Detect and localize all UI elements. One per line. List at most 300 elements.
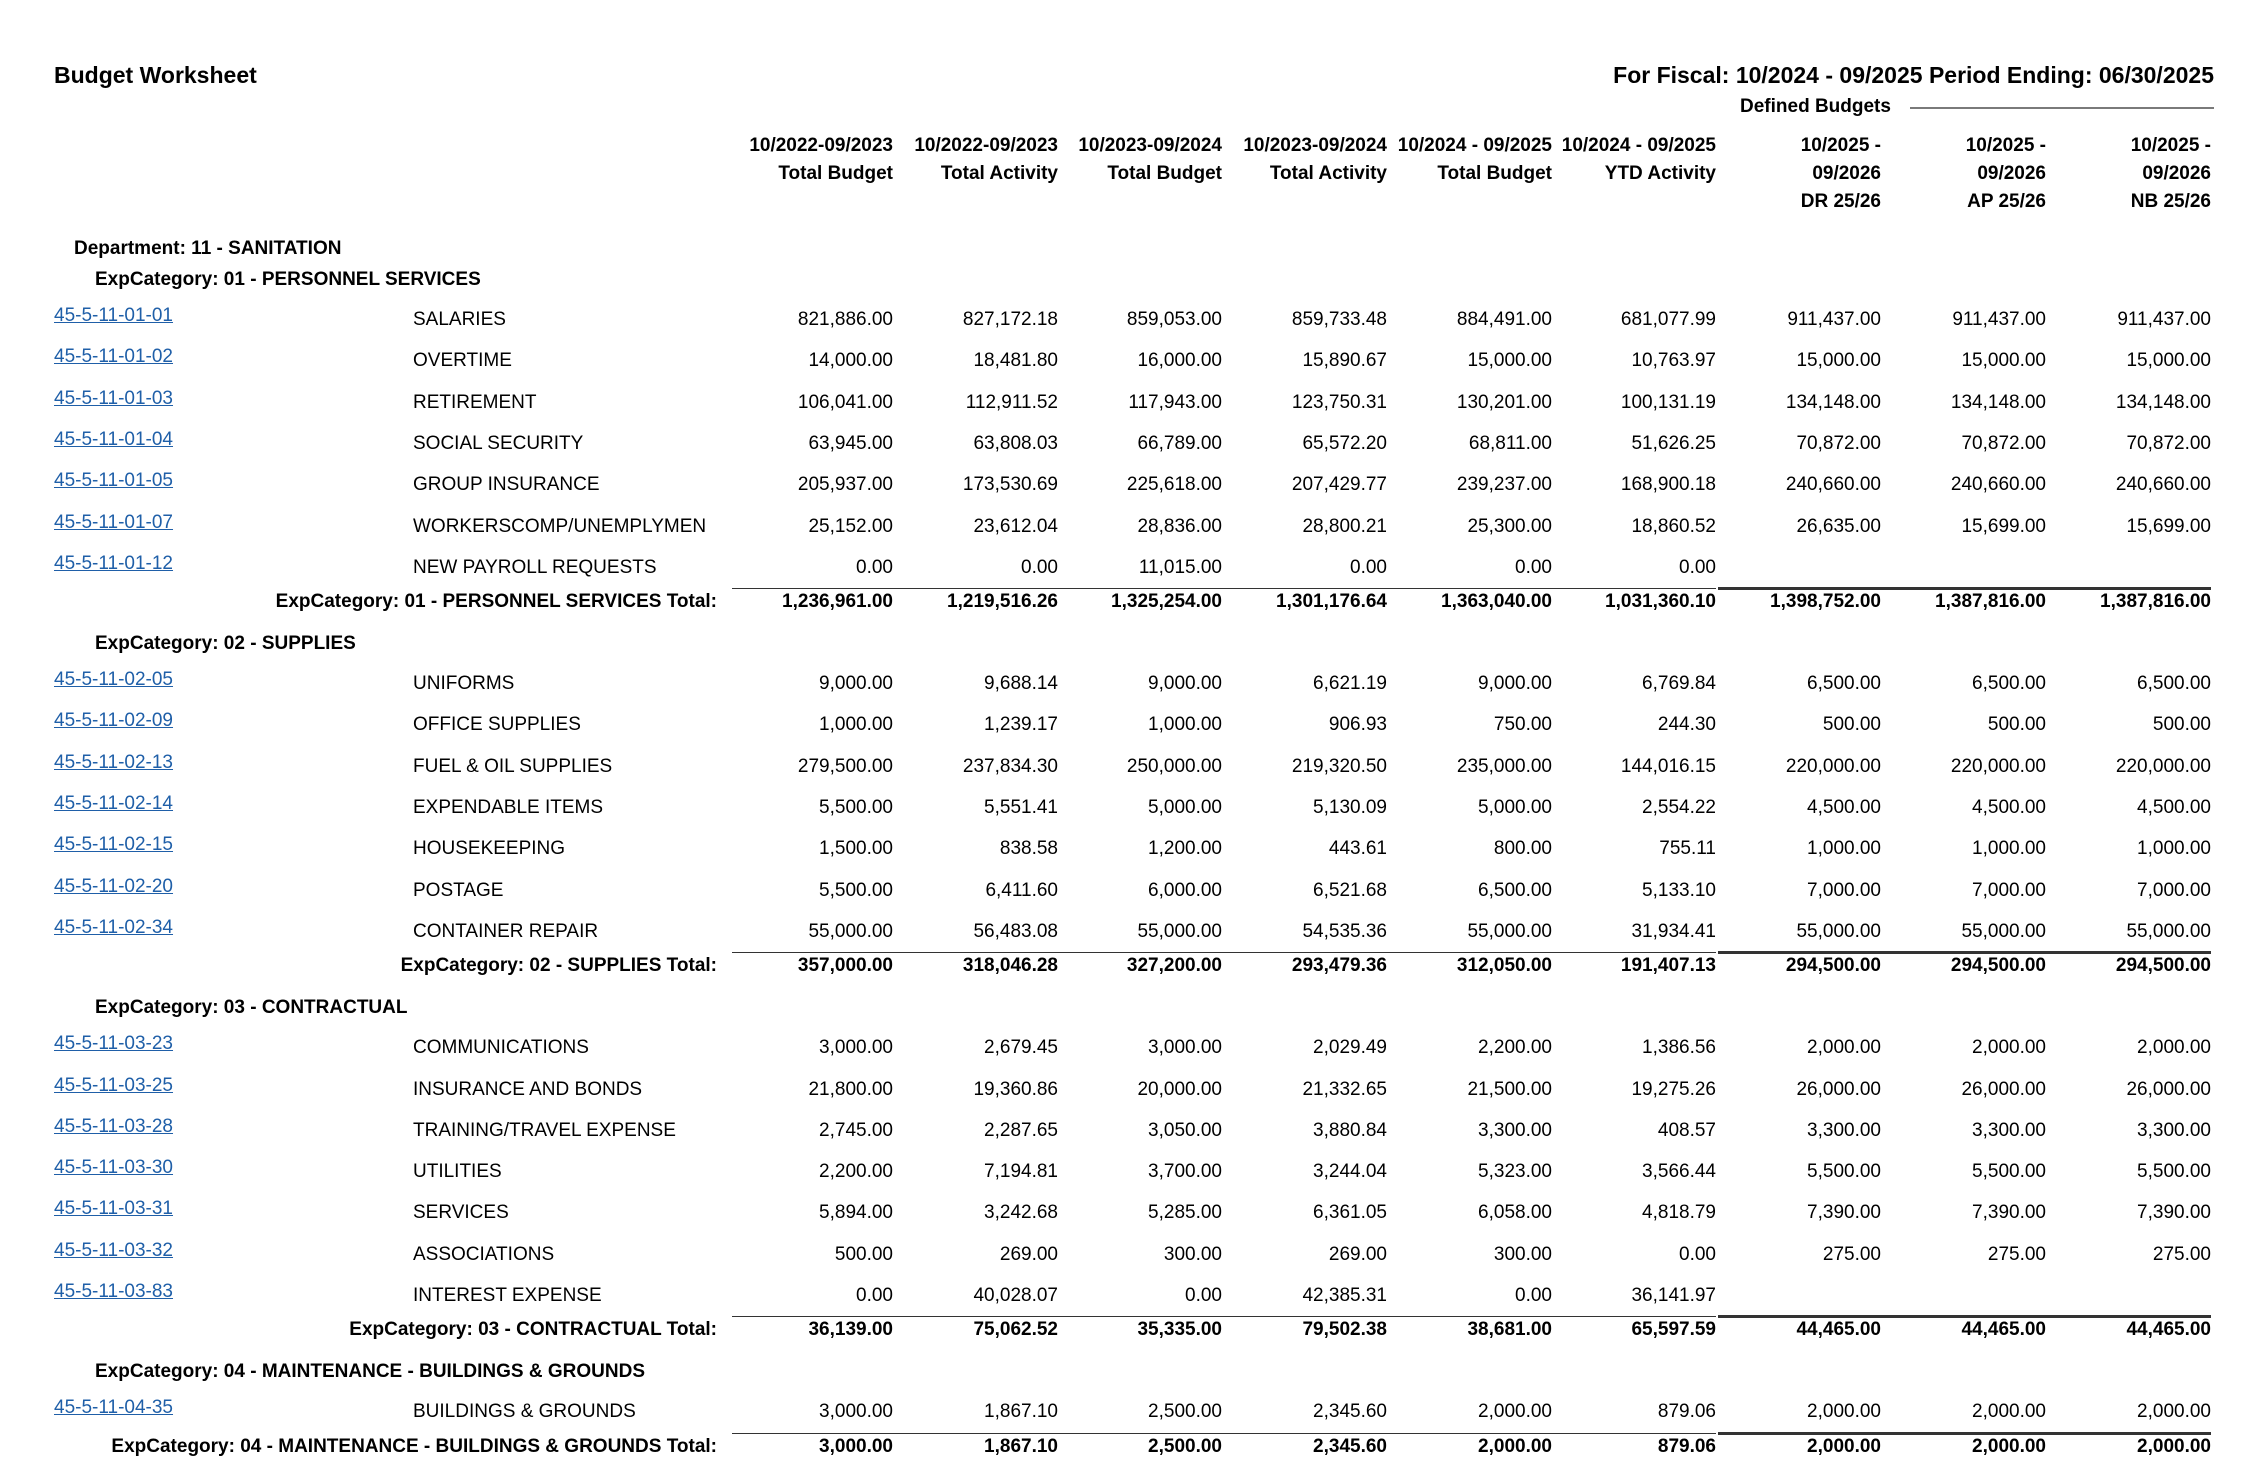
amount-cell: 2,000.00 [1972,1401,2046,1423]
amount-cell: 6,500.00 [1478,879,1552,901]
amount-cell: 443.61 [1328,838,1387,860]
amount-cell: 68,811.00 [1468,432,1552,454]
amount-cell: 3,300.00 [1478,1119,1552,1141]
subtotal-rule-defined [1718,587,2211,590]
amount-cell: 28,800.21 [1302,515,1387,537]
amount-cell: 112,911.52 [965,391,1058,413]
amount-cell: 23,612.04 [973,515,1058,537]
amount-cell: 500.00 [1987,714,2046,736]
amount-cell: 6,621.19 [1313,673,1387,695]
amount-cell: 3,244.04 [1313,1161,1387,1183]
account-link[interactable]: 45-5-11-03-28 [54,1115,174,1137]
column-header-line: NB 25/26 [2130,191,2211,212]
amount-cell: 2,679.45 [984,1037,1058,1059]
category-total-cell: 1,387,816.00 [1935,591,2046,613]
subtotal-rule [732,588,1716,589]
amount-cell: 31,934.41 [1631,920,1716,942]
amount-cell: 827,172.18 [962,309,1058,330]
category-total-cell: 44,465.00 [1796,1319,1881,1341]
amount-cell: 2,000.00 [2137,1401,2211,1423]
amount-cell: 0.00 [1679,1243,1716,1265]
amount-cell: 3,300.00 [1972,1119,2046,1141]
amount-cell: 55,000.00 [1137,920,1222,942]
amount-cell: 240,660.00 [1785,474,1881,496]
column-header-line: Total Budget [778,163,893,184]
category-total-cell: 38,681.00 [1467,1319,1552,1341]
amount-cell: 15,000.00 [2126,350,2211,372]
amount-cell: 2,000.00 [1807,1401,1881,1423]
column-header-line: 10/2023-09/2024 [1078,135,1222,156]
amount-cell: 269.00 [999,1243,1058,1265]
amount-cell: 2,000.00 [1807,1037,1881,1059]
amount-cell: 0.00 [856,1285,893,1306]
amount-cell: 106,041.00 [797,391,893,413]
subtotal-rule [732,952,1716,953]
amount-cell: 859,733.48 [1291,309,1387,330]
category-total-label: ExpCategory: 04 - MAINTENANCE - BUILDINGS & GROUNDS Total: [111,1435,717,1457]
amount-cell: 5,323.00 [1478,1161,1552,1183]
amount-cell: 269.00 [1328,1243,1387,1265]
column-header-1 [728,132,893,188]
account-description: SERVICES [413,1202,509,1224]
amount-cell: 10,763.97 [1631,350,1716,372]
amount-cell: 7,194.81 [984,1161,1058,1183]
account-link[interactable]: 45-5-11-01-07 [54,511,174,533]
amount-cell: 5,500.00 [819,879,893,901]
amount-cell: 5,500.00 [819,797,893,818]
amount-cell: 11,015.00 [1138,556,1222,578]
amount-cell: 6,500.00 [1807,673,1881,695]
column-header-line: 09/2026 [1977,163,2046,184]
amount-cell: 7,390.00 [1972,1202,2046,1224]
amount-cell: 2,200.00 [1478,1037,1552,1059]
amount-cell: 55,000.00 [1796,920,1881,942]
amount-cell: 134,148.00 [2115,391,2211,413]
amount-cell: 3,050.00 [1148,1119,1222,1141]
account-description: OFFICE SUPPLIES [413,714,581,736]
category-total-cell: 2,500.00 [1148,1435,1222,1457]
category-total-cell: 2,000.00 [1478,1435,1552,1457]
column-header-6 [1551,132,1716,188]
subtotal-rule-defined [1718,1432,2211,1435]
amount-cell: 7,390.00 [2137,1202,2211,1224]
amount-cell: 134,148.00 [1785,391,1881,413]
amount-cell: 5,551.41 [984,797,1058,818]
category-total-cell: 35,335.00 [1137,1319,1222,1341]
amount-cell: 3,700.00 [1148,1161,1222,1183]
amount-cell: 26,635.00 [1796,515,1881,537]
amount-cell: 500.00 [834,1243,893,1265]
column-header-line: 10/2025 - [1800,135,1881,156]
column-header-line: 10/2025 - [2130,135,2211,156]
category-total-cell: 1,236,961.00 [782,591,893,613]
amount-cell: 21,500.00 [1467,1078,1552,1100]
amount-cell: 500.00 [1822,714,1881,736]
amount-cell: 1,200.00 [1148,838,1222,860]
column-header-8 [1881,132,2046,216]
amount-cell: 7,390.00 [1807,1202,1881,1224]
account-link[interactable]: 45-5-11-01-04 [54,428,174,450]
amount-cell: 500.00 [2152,714,2211,736]
amount-cell: 42,385.31 [1302,1285,1387,1306]
account-link[interactable]: 45-5-11-03-83 [54,1281,174,1302]
amount-cell: 205,937.00 [797,474,893,496]
category-total-cell: 44,465.00 [1961,1319,2046,1341]
category-total-cell: 318,046.28 [962,955,1058,977]
account-link[interactable]: 45-5-11-02-34 [54,916,174,938]
amount-cell: 173,530.69 [962,474,1058,496]
amount-cell: 6,500.00 [2137,673,2211,695]
amount-cell: 19,360.86 [973,1078,1058,1100]
amount-cell: 240,660.00 [2115,474,2211,496]
account-link[interactable]: 45-5-11-02-05 [54,669,174,691]
account-link[interactable]: 45-5-11-03-32 [54,1239,174,1261]
account-description: FUEL & OIL SUPPLIES [413,755,613,777]
amount-cell: 5,000.00 [1148,797,1222,818]
amount-cell: 1,239.17 [984,714,1058,736]
account-description: SOCIAL SECURITY [413,432,584,454]
amount-cell: 63,945.00 [808,432,893,454]
column-header-4 [1222,132,1387,188]
amount-cell: 15,890.67 [1302,350,1387,372]
category-total-label: ExpCategory: 01 - PERSONNEL SERVICES Total: [275,591,717,613]
category-total-cell: 1,398,752.00 [1770,591,1881,613]
account-description: BUILDINGS & GROUNDS [413,1401,636,1423]
column-header-line: 10/2022-09/2023 [749,135,893,156]
amount-cell: 2,500.00 [1148,1401,1222,1423]
amount-cell: 5,000.00 [1478,797,1552,818]
amount-cell: 220,000.00 [1785,755,1881,777]
defined-budgets-rule [1910,107,2214,109]
category-heading: ExpCategory: 01 - PERSONNEL SERVICES [95,269,481,290]
amount-cell: 3,880.84 [1313,1119,1387,1141]
amount-cell: 911,437.00 [1787,309,1881,330]
amount-cell: 28,836.00 [1137,515,1222,537]
amount-cell: 1,000.00 [1148,714,1222,736]
amount-cell: 275.00 [1822,1243,1881,1265]
amount-cell: 755.11 [1659,838,1716,860]
amount-cell: 6,500.00 [1972,673,2046,695]
amount-cell: 1,000.00 [2137,838,2211,860]
amount-cell: 859,053.00 [1126,309,1222,330]
account-description: NEW PAYROLL REQUESTS [413,556,657,578]
category-total-cell: 879.06 [1657,1435,1716,1457]
account-link[interactable]: 45-5-11-03-30 [54,1157,174,1179]
column-header-9 [2046,132,2211,216]
amount-cell: 65,572.20 [1302,432,1387,454]
account-link[interactable]: 45-5-11-01-02 [54,346,174,368]
amount-cell: 70,872.00 [1796,432,1881,454]
column-header-line: AP 25/26 [1967,191,2046,212]
amount-cell: 9,000.00 [1478,673,1552,695]
amount-cell: 884,491.00 [1456,309,1552,330]
column-header-5 [1387,132,1552,188]
amount-cell: 9,000.00 [1148,673,1222,695]
amount-cell: 144,016.15 [1620,755,1716,777]
account-description: EXPENDABLE ITEMS [413,797,604,818]
category-total-cell: 327,200.00 [1126,955,1222,977]
category-heading: ExpCategory: 02 - SUPPLIES [95,633,356,655]
subtotal-rule [732,1433,1716,1434]
amount-cell: 2,000.00 [1478,1401,1552,1423]
account-link[interactable]: 45-5-11-02-13 [54,751,174,773]
category-total-cell: 44,465.00 [2126,1319,2211,1341]
amount-cell: 4,500.00 [1972,797,2046,818]
amount-cell: 5,133.10 [1642,879,1716,901]
amount-cell: 220,000.00 [2115,755,2211,777]
amount-cell: 100,131.19 [1620,391,1716,413]
category-total-cell: 2,000.00 [2137,1435,2211,1457]
department-heading: Department: 11 - SANITATION [74,238,342,259]
amount-cell: 2,345.60 [1313,1401,1387,1423]
amount-cell: 26,000.00 [1961,1078,2046,1100]
amount-cell: 3,300.00 [1807,1119,1881,1141]
amount-cell: 911,437.00 [2117,309,2211,330]
account-link[interactable]: 45-5-11-02-20 [54,875,174,897]
category-total-cell: 79,502.38 [1302,1319,1387,1341]
category-total-cell: 2,345.60 [1313,1435,1387,1457]
amount-cell: 879.06 [1657,1401,1716,1423]
amount-cell: 1,000.00 [1807,838,1881,860]
category-total-cell: 294,500.00 [1950,955,2046,977]
account-description: INTEREST EXPENSE [413,1285,602,1306]
amount-cell: 6,361.05 [1313,1202,1387,1224]
amount-cell: 838.58 [999,838,1058,860]
amount-cell: 7,000.00 [1972,879,2046,901]
amount-cell: 15,699.00 [1961,515,2046,537]
amount-cell: 300.00 [1163,1243,1222,1265]
report-title: Budget Worksheet [54,62,257,88]
account-description: SALARIES [413,309,506,330]
amount-cell: 275.00 [2152,1243,2211,1265]
amount-cell: 25,300.00 [1467,515,1552,537]
amount-cell: 4,500.00 [2137,797,2211,818]
amount-cell: 6,000.00 [1148,879,1222,901]
account-link[interactable]: 45-5-11-03-31 [54,1198,174,1220]
amount-cell: 2,287.65 [984,1119,1058,1141]
category-total-cell: 191,407.13 [1620,955,1716,977]
account-description: TRAINING/TRAVEL EXPENSE [413,1119,676,1141]
amount-cell: 6,411.60 [985,879,1058,901]
amount-cell: 18,481.80 [973,350,1058,372]
amount-cell: 134,148.00 [1950,391,2046,413]
category-total-cell: 65,597.59 [1631,1319,1716,1341]
category-total-cell: 75,062.52 [973,1319,1058,1341]
amount-cell: 15,699.00 [2126,515,2211,537]
account-description: CONTAINER REPAIR [413,920,599,942]
column-header-3 [1057,132,1222,188]
subtotal-rule-defined [1718,951,2211,954]
fiscal-period: For Fiscal: 10/2024 - 09/2025 Period Ending: 06/30/2025 [1613,62,2214,88]
amount-cell: 66,789.00 [1137,432,1222,454]
amount-cell: 4,500.00 [1807,797,1881,818]
column-header-2 [893,132,1058,188]
column-header-7 [1716,132,1881,216]
amount-cell: 235,000.00 [1456,755,1552,777]
amount-cell: 5,500.00 [1972,1161,2046,1183]
column-header-line: 09/2026 [1812,163,1881,184]
category-total-cell: 1,301,176.64 [1276,591,1387,613]
account-link[interactable]: 45-5-11-02-14 [54,793,174,814]
account-description: OVERTIME [413,350,512,372]
amount-cell: 2,000.00 [1972,1037,2046,1059]
amount-cell: 130,201.00 [1456,391,1552,413]
category-heading: ExpCategory: 03 - CONTRACTUAL [95,997,408,1019]
amount-cell: 3,300.00 [2137,1119,2211,1141]
amount-cell: 21,800.00 [808,1078,893,1100]
amount-cell: 2,000.00 [2137,1037,2211,1059]
amount-cell: 16,000.00 [1137,350,1222,372]
category-total-cell: 2,000.00 [1972,1435,2046,1457]
amount-cell: 3,566.44 [1642,1161,1716,1183]
account-link[interactable]: 45-5-11-03-23 [54,1033,174,1055]
amount-cell: 5,130.09 [1313,797,1387,818]
amount-cell: 0.00 [1515,556,1552,578]
amount-cell: 2,745.00 [819,1119,893,1141]
category-total-cell: 3,000.00 [819,1435,893,1457]
amount-cell: 54,535.36 [1302,920,1387,942]
amount-cell: 750.00 [1493,714,1552,736]
amount-cell: 408.57 [1657,1119,1716,1141]
amount-cell: 168,900.18 [1620,474,1716,496]
amount-cell: 123,750.31 [1291,391,1387,413]
account-description: ASSOCIATIONS [413,1243,555,1265]
amount-cell: 70,872.00 [2126,432,2211,454]
account-link[interactable]: 45-5-11-02-15 [54,834,174,856]
amount-cell: 0.00 [1350,556,1387,578]
amount-cell: 244.30 [1657,714,1716,736]
category-total-cell: 357,000.00 [797,955,893,977]
amount-cell: 36,141.97 [1631,1285,1716,1306]
amount-cell: 14,000.00 [808,350,893,372]
subtotal-rule-defined [1718,1315,2211,1318]
amount-cell: 207,429.77 [1291,474,1387,496]
category-total-cell: 1,363,040.00 [1441,591,1552,613]
amount-cell: 9,688.14 [984,673,1058,695]
account-link[interactable]: 45-5-11-02-09 [54,710,174,732]
column-header-line: 10/2025 - [1965,135,2046,156]
category-total-cell: 312,050.00 [1456,955,1552,977]
amount-cell: 219,320.50 [1291,755,1387,777]
amount-cell: 225,618.00 [1126,474,1222,496]
amount-cell: 2,200.00 [819,1161,893,1183]
amount-cell: 26,000.00 [2126,1078,2211,1100]
account-link[interactable]: 45-5-11-03-25 [54,1074,174,1096]
category-total-cell: 1,031,360.10 [1605,591,1716,613]
account-description: UNIFORMS [413,673,515,695]
category-total-cell: 293,479.36 [1291,955,1387,977]
account-link[interactable]: 45-5-11-01-01 [54,305,174,326]
amount-cell: 6,521.68 [1313,879,1387,901]
category-heading: ExpCategory: 04 - MAINTENANCE - BUILDINGS & GROUNDS [95,1361,645,1383]
amount-cell: 25,152.00 [808,515,893,537]
amount-cell: 0.00 [856,556,893,578]
defined-budgets-label: Defined Budgets [1740,96,1891,117]
account-link[interactable]: 45-5-11-04-35 [54,1397,174,1419]
category-total-label: ExpCategory: 03 - CONTRACTUAL Total: [349,1319,717,1341]
amount-cell: 911,437.00 [1952,309,2046,330]
column-header-line: Total Budget [1107,163,1222,184]
amount-cell: 2,029.49 [1313,1037,1387,1059]
category-total-cell: 36,139.00 [808,1319,893,1341]
category-total-cell: 1,387,816.00 [2100,591,2211,613]
account-description: HOUSEKEEPING [413,838,566,860]
amount-cell: 55,000.00 [2126,920,2211,942]
amount-cell: 681,077.99 [1620,309,1716,330]
amount-cell: 0.00 [1679,556,1716,578]
amount-cell: 0.00 [1185,1285,1222,1306]
account-link[interactable]: 45-5-11-01-05 [54,470,174,492]
amount-cell: 5,894.00 [819,1202,893,1224]
account-description: COMMUNICATIONS [413,1037,589,1059]
amount-cell: 40,028.07 [973,1285,1058,1306]
amount-cell: 240,660.00 [1950,474,2046,496]
amount-cell: 5,500.00 [2137,1161,2211,1183]
amount-cell: 250,000.00 [1126,755,1222,777]
amount-cell: 15,000.00 [1961,350,2046,372]
amount-cell: 56,483.08 [973,920,1058,942]
amount-cell: 1,500.00 [819,838,893,860]
column-header-line: Total Activity [1269,163,1387,184]
amount-cell: 55,000.00 [1467,920,1552,942]
amount-cell: 9,000.00 [819,673,893,695]
amount-cell: 1,386.56 [1642,1037,1716,1059]
amount-cell: 15,000.00 [1467,350,1552,372]
amount-cell: 5,500.00 [1807,1161,1881,1183]
amount-cell: 6,058.00 [1478,1202,1552,1224]
amount-cell: 275.00 [1987,1243,2046,1265]
amount-cell: 4,818.79 [1642,1202,1716,1224]
category-total-cell: 1,325,254.00 [1111,591,1222,613]
amount-cell: 55,000.00 [808,920,893,942]
column-header-line: YTD Activity [1604,163,1716,184]
amount-cell: 3,000.00 [819,1037,893,1059]
amount-cell: 7,000.00 [1807,879,1881,901]
category-total-cell: 1,867.10 [984,1435,1058,1457]
account-description: POSTAGE [413,879,504,901]
column-header-line: 10/2024 - 09/2025 [1561,135,1716,156]
amount-cell: 26,000.00 [1796,1078,1881,1100]
amount-cell: 906.93 [1328,714,1387,736]
amount-cell: 20,000.00 [1137,1078,1222,1100]
account-link[interactable]: 45-5-11-01-12 [54,552,174,574]
amount-cell: 220,000.00 [1950,755,2046,777]
column-header-line: Total Activity [940,163,1058,184]
column-header-line: Total Budget [1437,163,1552,184]
amount-cell: 0.00 [1021,556,1058,578]
amount-cell: 117,943.00 [1128,391,1222,413]
column-header-line: 10/2022-09/2023 [914,135,1058,156]
account-description: INSURANCE AND BONDS [413,1078,643,1100]
amount-cell: 19,275.26 [1631,1078,1716,1100]
category-total-cell: 294,500.00 [1785,955,1881,977]
amount-cell: 70,872.00 [1961,432,2046,454]
amount-cell: 1,000.00 [1972,838,2046,860]
amount-cell: 1,000.00 [819,714,893,736]
amount-cell: 0.00 [1515,1285,1552,1306]
amount-cell: 3,000.00 [1148,1037,1222,1059]
category-total-cell: 294,500.00 [2115,955,2211,977]
amount-cell: 239,237.00 [1456,474,1552,496]
account-description: UTILITIES [413,1161,502,1183]
amount-cell: 6,769.84 [1642,673,1716,695]
column-header-line: 09/2026 [2142,163,2211,184]
amount-cell: 300.00 [1493,1243,1552,1265]
account-link[interactable]: 45-5-11-01-03 [54,387,174,409]
amount-cell: 3,000.00 [819,1401,893,1423]
amount-cell: 7,000.00 [2137,879,2211,901]
amount-cell: 51,626.25 [1631,432,1716,454]
